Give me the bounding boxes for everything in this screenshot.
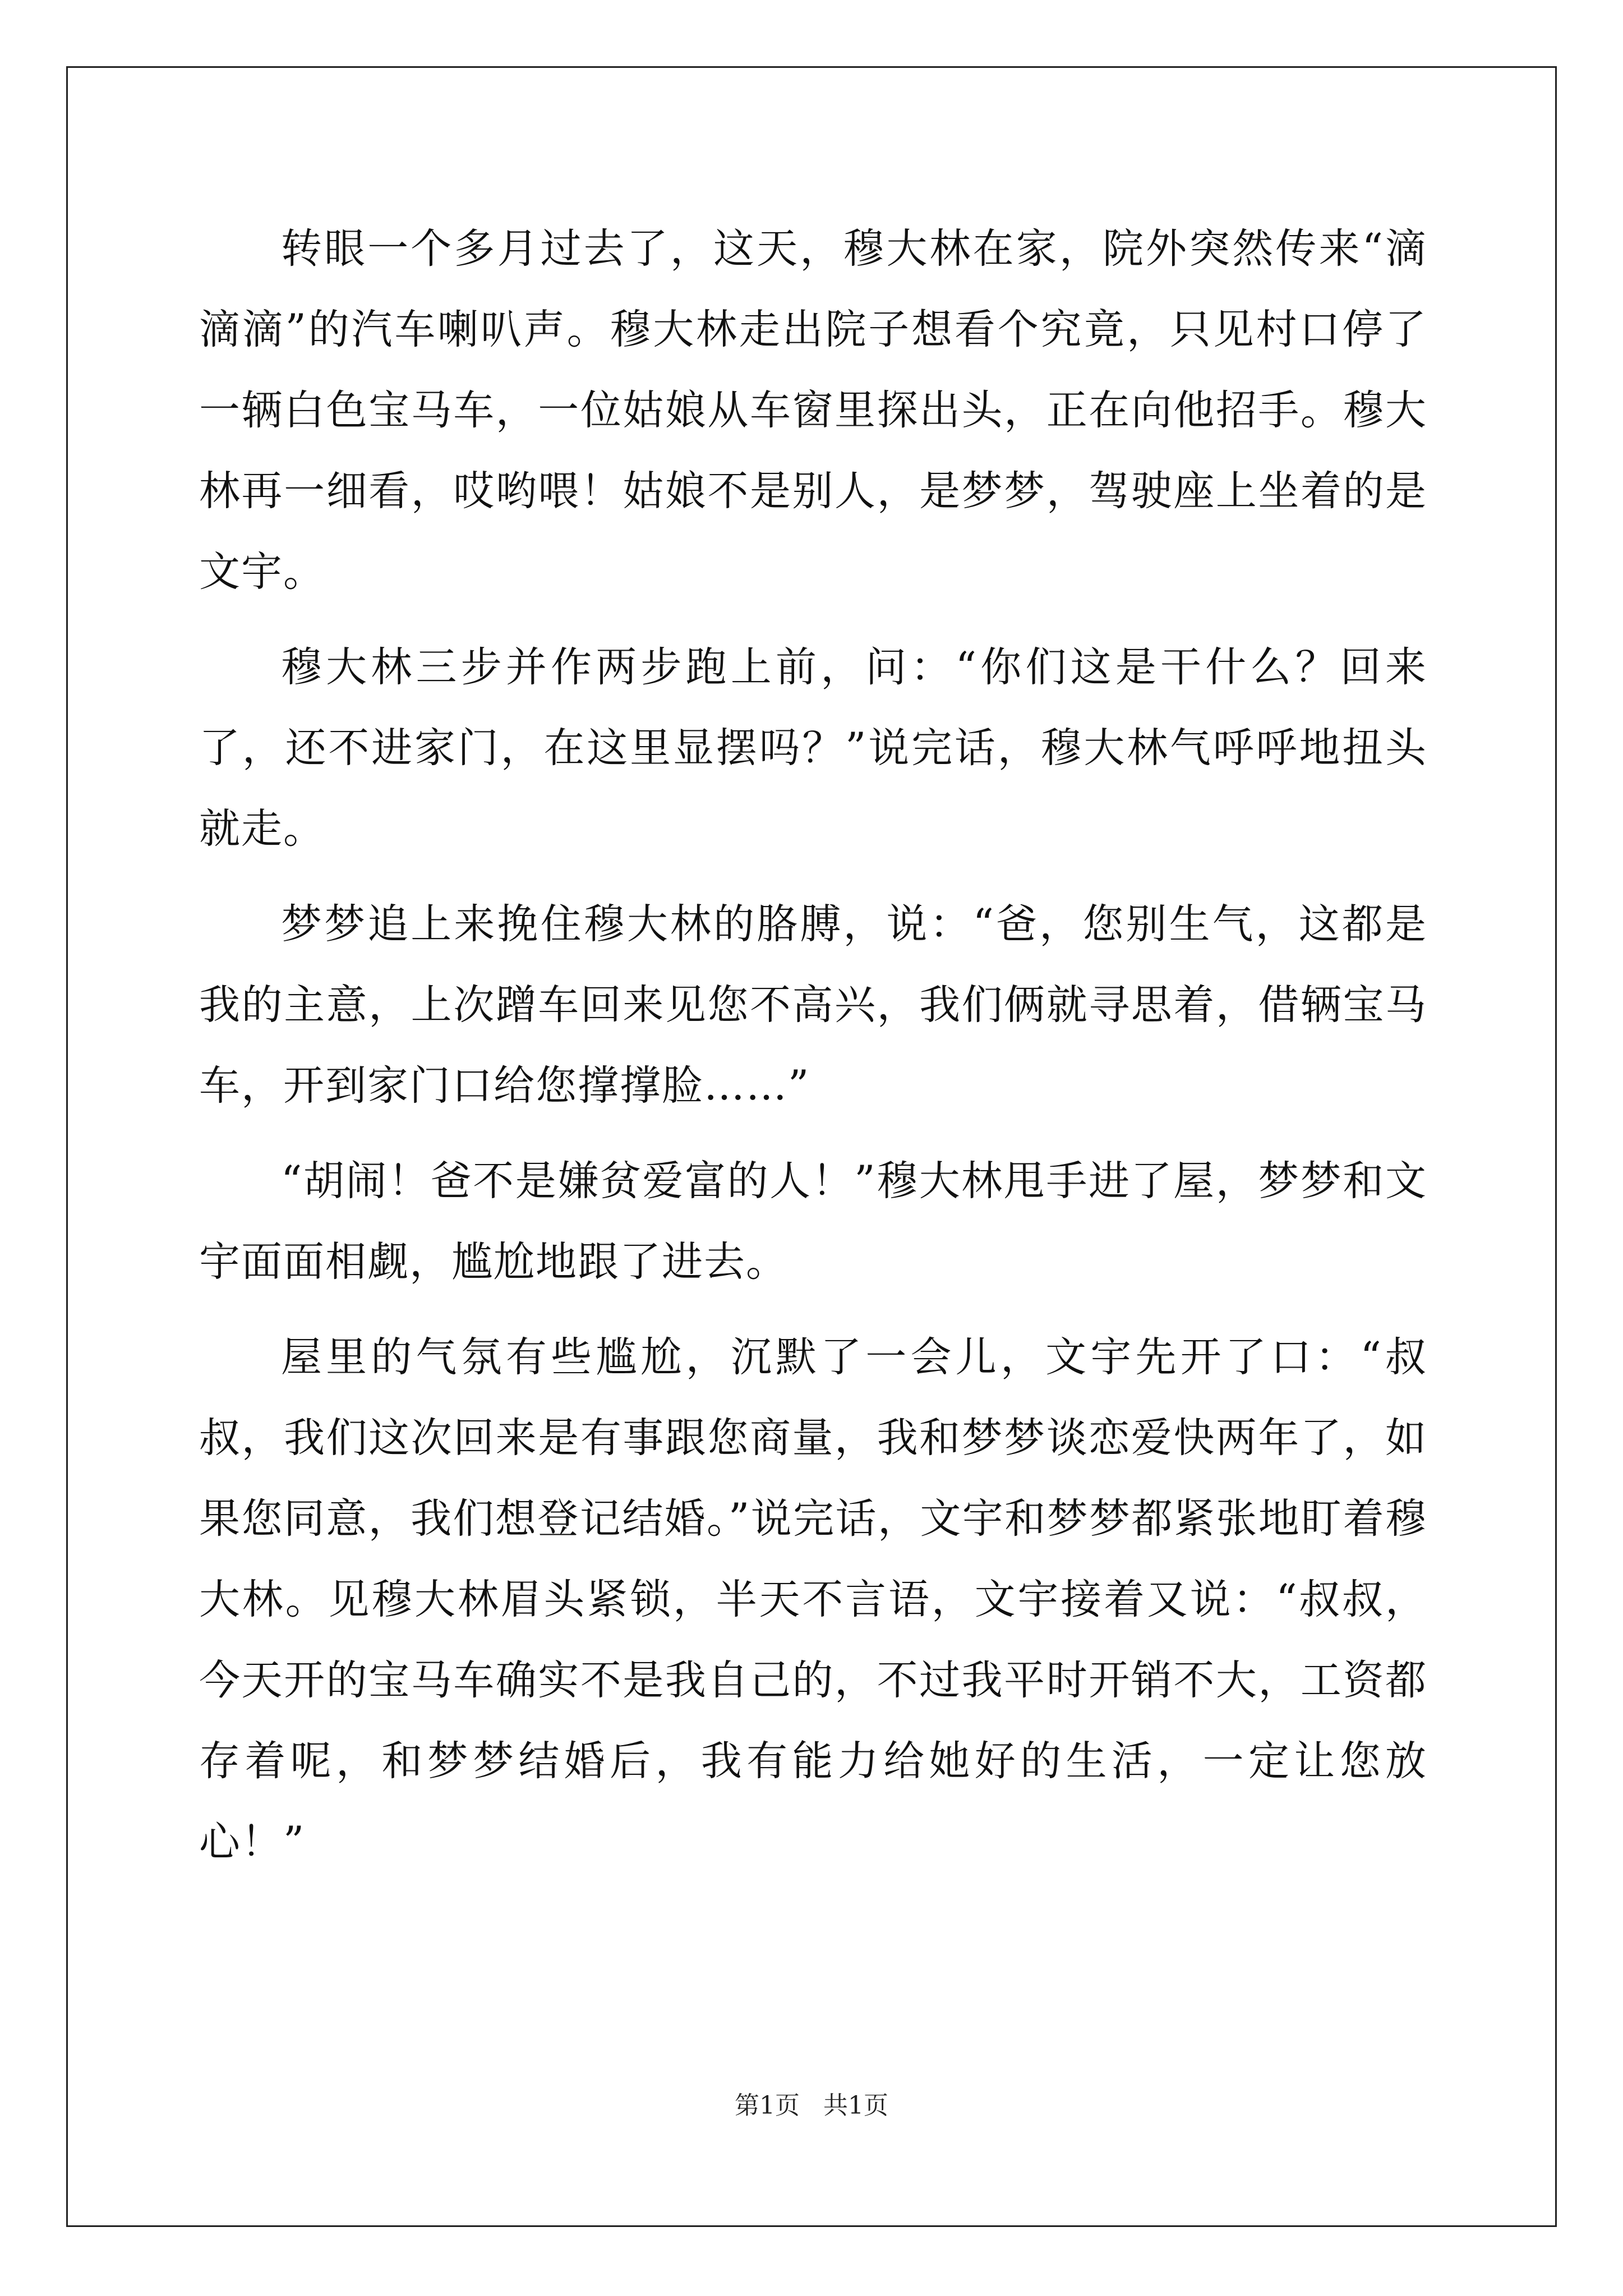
document-body — [199, 209, 1427, 1897]
paragraph-2: 穆大林三步并作两步跑上前，问：“你们这是干什么？回来了，还不进家门，在这里显摆吗？”说完话，穆大林气呼呼地扭头就走。 — [199, 643, 1427, 853]
footer-gap — [800, 2091, 823, 2120]
paragraph-1: 转眼一个多月过去了，这天，穆大林在家，院外突然传来“滴滴滴”的汽车喇叭声。穆大林走出院子想看个究竟，只见村口停了一辆白色宝马车，一位姑娘从车窗里探出头，正在向他招手。穆大林再一细看，哎哟喂！姑娘不是别人，是梦梦，驾驶座上坐着的是文宇。 — [199, 225, 1427, 596]
paragraph-4: “胡闹！爸不是嫌贫爱富的人！”穆大林甩手进了屋，梦梦和文宇面面相觑，尴尬地跟了进去。 — [199, 1157, 1427, 1286]
page-footer — [0, 2089, 1623, 2123]
page-total: 共1页 — [823, 2091, 888, 2120]
paragraph-5: 屋里的气氛有些尴尬，沉默了一会儿，文宇先开了口：“叔叔，我们这次回来是有事跟您商量，我和梦梦谈恋爱快两年了，如果您同意，我们想登记结婚。”说完话，文宇和梦梦都紧张地盯着穆大林。见穆大林眉头紧锁，半天不言语，文宇接着又说：“叔叔，今天开的宝马车确实不是我自己的，不过我平时开销不大，工资都存着呢，和梦梦结婚后，我有能力给她好的生活，一定让您放心！” — [199, 1333, 1427, 1866]
page-number: 第1页 — [735, 2091, 800, 2120]
paragraph-3: 梦梦追上来挽住穆大林的胳膊，说：“爸，您别生气，这都是我的主意，上次蹭车回来见您不高兴，我们俩就寻思着，借辆宝马车，开到家门口给您撑撑脸……” — [199, 900, 1427, 1110]
